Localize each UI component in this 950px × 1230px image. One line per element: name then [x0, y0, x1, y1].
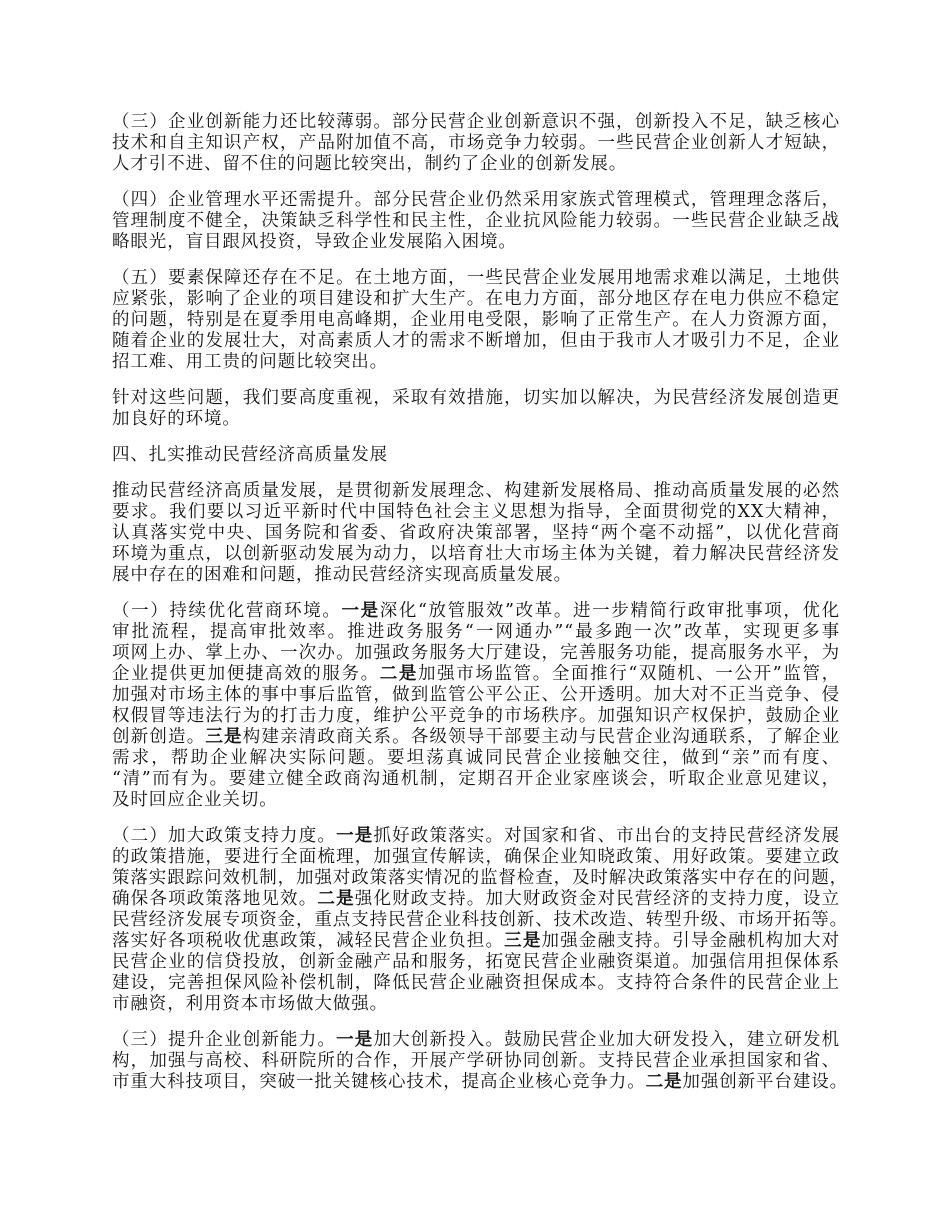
text-line: （五）要素保障还存在不足。在土地方面，一些民营企业发展用地需求难以满足，土地供	[112, 268, 840, 288]
text-line	[112, 664, 840, 685]
text-line: 民营经济发展专项资金，重点支持民营企业科技创新、技术改造、转型升级、市场开拓等。	[112, 910, 848, 930]
paragraph	[112, 601, 840, 811]
text-segment: 确保各项政策落地见效。	[112, 889, 318, 909]
text-line: 加强对市场主体的事中事后监管，做到监管公平公正、公开透明。加大对不正当竞争、侵	[112, 685, 840, 705]
paragraph	[112, 826, 848, 1015]
text-line	[112, 727, 840, 748]
text-line	[112, 889, 840, 910]
text-line: 四、扎实推动民营经济高质量发展	[112, 445, 388, 465]
text-line: 策落实跟踪问效机制，加强对政策落实情况的监督检查，及时解决政策落实中存在的问题，	[112, 868, 848, 888]
text-segment: 加强金融支持。引导金融机构加大对	[541, 931, 840, 951]
text-line: 略眼光，盲目跟风投资，导致企业发展陷入困境。	[112, 232, 517, 252]
text-line: 应紧张，影响了企业的项目建设和扩大生产。在电力方面，部分地区存在电力供应不稳定	[112, 289, 840, 309]
section-heading	[112, 445, 840, 466]
text-line: 构，加强与高校、科研院所的合作，开展产学研协同创新。支持民营企业承担国家和省、	[112, 1051, 840, 1071]
text-line: 展中存在的困难和问题，推动民营经济实现高质量发展。	[112, 565, 572, 585]
text-line: 需求，帮助企业解决实际问题。要坦荡真诚同民营企业接触交往，做到“亲”而有度、	[112, 748, 840, 768]
text-line: 要求。我们要以习近平新时代中国特色社会主义思想为指导，全面贯彻党的XX大精神，	[112, 502, 840, 522]
text-line: 推动民营经济高质量发展，是贯彻新发展理念、构建新发展格局、推动高质量发展的必然	[112, 481, 840, 501]
paragraph	[112, 268, 840, 373]
text-line: 建设，完善担保风险补偿机制，降低民营企业融资担保成本。支持符合条件的民营企业上	[112, 973, 840, 993]
text-line: 认真落实党中央、国务院和省委、省政府决策部署，坚持“两个毫不动摇”，以优化营商	[112, 523, 840, 543]
text-segment: 市重大科技项目，突破一批关键核心技术，提高企业核心竞争力。	[112, 1072, 646, 1092]
emphasis-text: 三是	[205, 727, 243, 747]
text-segment: 构建亲清政商关系。各级领导干部要主动与民营企业沟通联系，了解企业	[242, 727, 840, 747]
text-segment: 加强创新平台建设。	[682, 1072, 849, 1092]
paragraph	[112, 1030, 849, 1093]
text-segment: （一）持续优化营商环境。	[112, 601, 342, 621]
text-segment: 抓好政策落实。对国家和省、市出台的支持民营经济发展	[373, 826, 840, 846]
text-segment: 强化财政支持。加大财政资金对民营经济的支持力度，设立	[354, 889, 840, 909]
text-segment: 企业提供更加便捷高效的服务。	[112, 664, 380, 684]
emphasis-text: 二是	[317, 889, 355, 909]
document-page	[112, 112, 849, 1108]
paragraph	[112, 112, 840, 175]
text-line: 随着企业的发展壮大，对高素质人才的需求不断增加，但由于我市人才吸引力不足，企业	[112, 331, 840, 351]
emphasis-text: 一是	[336, 1030, 374, 1050]
text-segment: 创新创造。	[112, 727, 206, 747]
text-line: （四）企业管理水平还需提升。部分民营企业仍然采用家族式管理模式，管理理念落后，	[112, 190, 840, 210]
text-line: 市融资，利用资本市场做大做强。	[112, 994, 388, 1014]
text-line	[112, 931, 840, 952]
text-line: （三）企业创新能力还比较薄弱。部分民营企业创新意识不强，创新投入不足，缺乏核心	[112, 112, 840, 132]
text-line	[112, 1030, 840, 1051]
text-line: 民营企业的信贷投放，创新金融产品和服务，拓宽民营企业融资渠道。加强信用担保体系	[112, 952, 840, 972]
text-segment: 加强市场监管。全面推行“双随机、一公开”监管，	[417, 664, 840, 684]
text-line: 技术和自主知识产权，产品附加值不高，市场竞争力较弱。一些民营企业创新人才短缺，	[112, 133, 840, 153]
emphasis-text: 一是	[341, 601, 380, 621]
emphasis-text: 二是	[379, 664, 418, 684]
text-line: 的问题，特别是在夏季用电高峰期，企业用电受限，影响了正常生产。在人力资源方面，	[112, 310, 840, 330]
text-line: 招工难、用工贵的问题比较突出。	[112, 352, 388, 372]
text-line: 针对这些问题，我们要高度重视，采取有效措施，切实加以解决，为民营经济发展创造更	[112, 388, 840, 408]
text-line: 及时回应企业关切。	[112, 790, 278, 810]
text-line: 人才引不进、留不住的问题比较突出，制约了企业的创新发展。	[112, 154, 628, 174]
emphasis-text: 一是	[336, 826, 374, 846]
text-line: 审批流程，提高审批效率。推进政务服务“一网通办”“最多跑一次”改革，实现更多事	[112, 622, 840, 642]
paragraph	[112, 190, 840, 253]
paragraph	[112, 388, 840, 430]
text-line: “清”而有为。要建立健全政商沟通机制，定期召开企业家座谈会，听取企业意见建议，	[112, 769, 840, 789]
text-segment: 深化“放管服效”改革。进一步精简行政审批事项，优化	[379, 601, 840, 621]
emphasis-text: 三是	[504, 931, 542, 951]
paragraph	[112, 481, 840, 586]
text-line: 环境为重点，以创新驱动发展为动力，以培育壮大市场主体为关键，着力解决民营经济发	[112, 544, 840, 564]
text-segment: （三）提升企业创新能力。	[112, 1030, 337, 1050]
text-line	[112, 601, 840, 622]
text-line: 权假冒等违法行为的打击力度，维护公平竞争的市场秩序。加强知识产权保护，鼓励企业	[112, 706, 840, 726]
text-line: 加良好的环境。	[112, 409, 241, 429]
text-segment: 落实好各项税收优惠政策，减轻民营企业负担。	[112, 931, 505, 951]
text-segment: （二）加大政策支持力度。	[112, 826, 337, 846]
text-segment: 加大创新投入。鼓励民营企业加大研发投入，建立研发机	[373, 1030, 840, 1050]
text-line	[112, 1072, 849, 1093]
text-line: 的政策措施，要进行全面梳理，加强宣传解读，确保企业知晓政策、用好政策。要建立政	[112, 847, 840, 867]
text-line: 管理制度不健全，决策缺乏科学性和民主性，企业抗风险能力较弱。一些民营企业缺乏战	[112, 211, 840, 231]
emphasis-text: 二是	[645, 1072, 683, 1092]
text-line	[112, 826, 840, 847]
text-line: 项网上办、掌上办、一次办。加强政务服务大厅建设，完善服务功能，提高服务水平，为	[112, 643, 840, 663]
